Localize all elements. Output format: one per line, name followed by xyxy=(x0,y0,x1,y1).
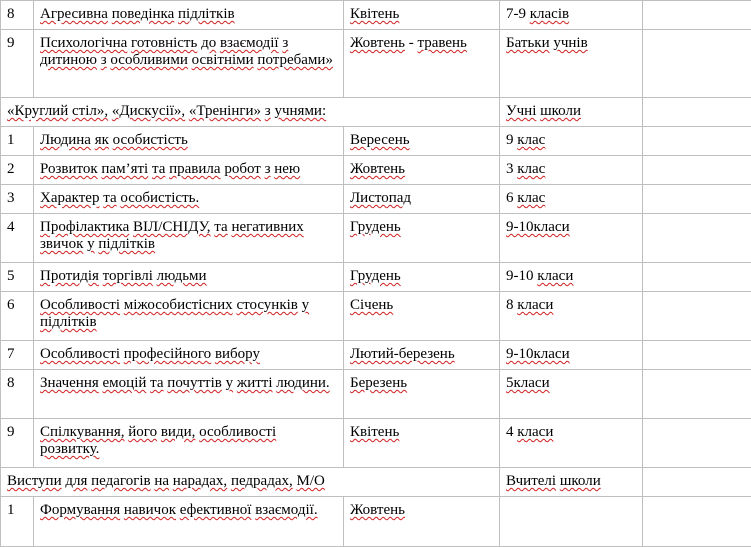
table-row xyxy=(1,497,751,547)
audience-cell: 9 клас xyxy=(500,127,643,156)
notes-cell xyxy=(643,98,751,127)
audience-cell: 4 класи xyxy=(500,419,643,468)
audience-cell: 9-10 класи xyxy=(500,263,643,292)
audience-cell: 6 клас xyxy=(500,185,643,214)
topic-cell: Особливості професійного вибору xyxy=(34,341,344,370)
topic-cell: Людина як особистість xyxy=(34,127,344,156)
notes-cell xyxy=(643,1,751,30)
notes-cell xyxy=(643,185,751,214)
topic-cell: Профілактика ВІЛ/СНІДУ, та негативних звичок у підлітків xyxy=(34,214,344,263)
notes-cell xyxy=(643,468,751,497)
notes-cell xyxy=(643,341,751,370)
table-row xyxy=(1,370,751,419)
section-title: «Круглий стіл», «Дискусії», «Тренінги» з учнями: xyxy=(1,98,500,127)
date-cell: Січень xyxy=(344,292,500,341)
audience-cell: Батьки учнів xyxy=(500,30,643,98)
section-title: Виступи для педагогів на нарадах, педрадах, М/О xyxy=(1,468,500,497)
topic-cell: Особливості міжособистісних стосунків у підлітків xyxy=(34,292,344,341)
topic-cell: Формування навичок ефективної взаємодії. xyxy=(34,497,344,547)
topic-cell: Значення емоцій та почуттів у житті людини. xyxy=(34,370,344,419)
notes-cell xyxy=(643,292,751,341)
row-number: 1 xyxy=(1,497,34,547)
row-number: 4 xyxy=(1,214,34,263)
row-number: 8 xyxy=(1,370,34,419)
date-cell: Грудень xyxy=(344,214,500,263)
topic-cell: Протидія торгівлі людьми xyxy=(34,263,344,292)
date-cell: Березень xyxy=(344,370,500,419)
notes-cell xyxy=(643,30,751,98)
date-cell: Жовтень xyxy=(344,497,500,547)
topic-cell: Спілкування, його види, особливості розвитку. xyxy=(34,419,344,468)
notes-cell xyxy=(643,127,751,156)
row-number: 5 xyxy=(1,263,34,292)
date-cell: Грудень xyxy=(344,263,500,292)
table-row xyxy=(1,263,751,292)
date-cell: Жовтень xyxy=(344,156,500,185)
table-row xyxy=(1,341,751,370)
row-number: 7 xyxy=(1,341,34,370)
date-cell: Лютий-березень xyxy=(344,341,500,370)
audience-cell: 5класи xyxy=(500,370,643,419)
row-number: 9 xyxy=(1,419,34,468)
row-number: 3 xyxy=(1,185,34,214)
topic-cell: Психологічна готовність до взаємодії з дитиною з особливими освітніми потребами» xyxy=(34,30,344,98)
audience-cell: 7-9 класів xyxy=(500,1,643,30)
row-number: 8 xyxy=(1,1,34,30)
audience-cell: 8 класи xyxy=(500,292,643,341)
row-number: 2 xyxy=(1,156,34,185)
audience-cell: 3 клас xyxy=(500,156,643,185)
table-row xyxy=(1,156,751,185)
notes-cell xyxy=(643,370,751,419)
table-row xyxy=(1,1,751,30)
topic-cell: Агресивна поведінка підлітків xyxy=(34,1,344,30)
audience-cell: Учні школи xyxy=(500,98,643,127)
table-row xyxy=(1,127,751,156)
section-row xyxy=(1,468,751,497)
audience-cell: Вчителі школи xyxy=(500,468,643,497)
audience-cell xyxy=(500,497,643,547)
date-cell: Вересень xyxy=(344,127,500,156)
topic-cell: Характер та особистість. xyxy=(34,185,344,214)
table-row xyxy=(1,185,751,214)
topic-cell: Розвиток пам’яті та правила робот з нею xyxy=(34,156,344,185)
audience-cell: 9-10класи xyxy=(500,214,643,263)
date-cell: Квітень xyxy=(344,1,500,30)
audience-cell: 9-10класи xyxy=(500,341,643,370)
date-cell: Листопад xyxy=(344,185,500,214)
table-row xyxy=(1,419,751,468)
table-row xyxy=(1,214,751,263)
row-number: 9 xyxy=(1,30,34,98)
date-cell: Квітень xyxy=(344,419,500,468)
date-cell: Жовтень - травень xyxy=(344,30,500,98)
section-row xyxy=(1,98,751,127)
notes-cell xyxy=(643,263,751,292)
table-row xyxy=(1,30,751,98)
notes-cell xyxy=(643,497,751,547)
table-row xyxy=(1,292,751,341)
notes-cell xyxy=(643,214,751,263)
notes-cell xyxy=(643,419,751,468)
row-number: 6 xyxy=(1,292,34,341)
notes-cell xyxy=(643,156,751,185)
row-number: 1 xyxy=(1,127,34,156)
